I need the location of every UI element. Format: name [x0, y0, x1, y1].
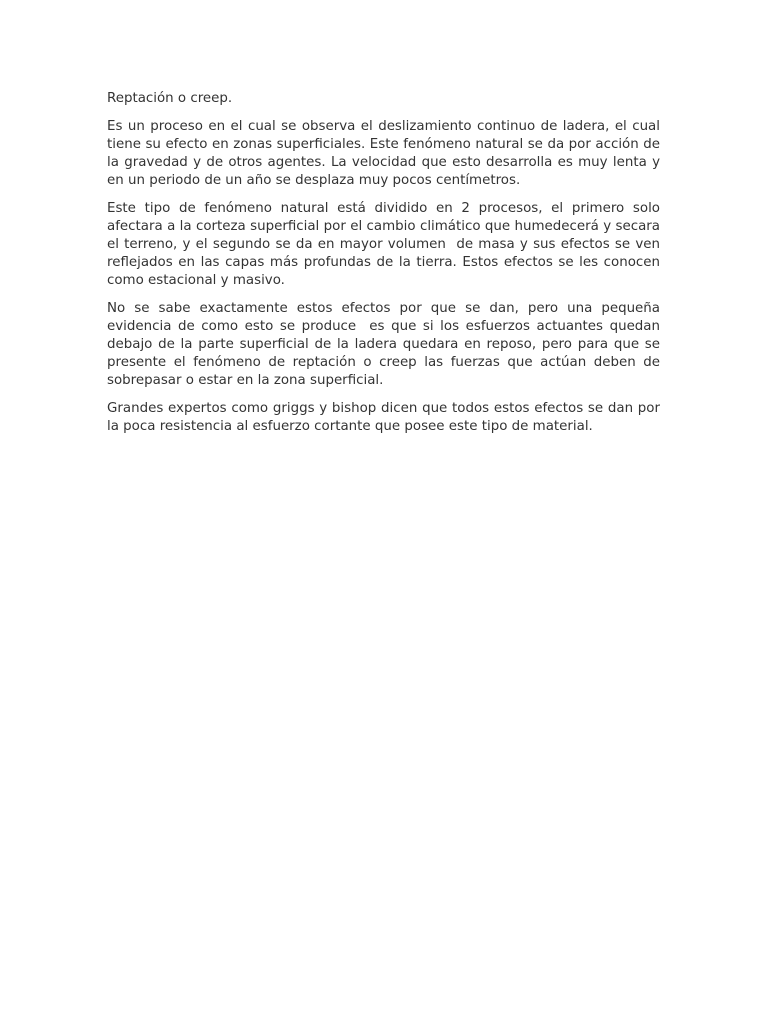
paragraph-3: No se sabe exactamente estos efectos por que se dan, pero una pequeña evidencia de como esto se produce es que si los esfuerzos actuantes quedan debajo de la parte superficial de la ladera quedara en reposo, pero para que se presente el fenómeno de reptación o creep las fuerzas que actúan deben de sobrepasar o estar en la zona superficial. [107, 301, 665, 388]
paragraph-2: Este tipo de fenómeno natural está dividido en 2 procesos, el primero solo afectara a la corteza superficial por el cambio climático que humedecerá y secara el terreno, y el segundo se da en mayor volumen de masa y sus efectos se ven reflejados en las capas más profundas de la tierra. Estos efectos se les conocen como estacional y masivo. [107, 201, 665, 288]
document-title: Reptación o creep. [107, 91, 233, 106]
document-body [107, 90, 665, 446]
paragraph-4: Grandes expertos como griggs y bishop dicen que todos estos efectos se dan por la poca resistencia al esfuerzo cortante que posee este tipo de material. [107, 401, 665, 434]
paragraph-1: Es un proceso en el cual se observa el deslizamiento continuo de ladera, el cual tiene su efecto en zonas superficiales. Este fenómeno natural se da por acción de la gravedad y de otros agentes. La velocidad que esto desarrolla es muy lenta y en un periodo de un año se desplaza muy pocos centímetros. [107, 119, 665, 188]
